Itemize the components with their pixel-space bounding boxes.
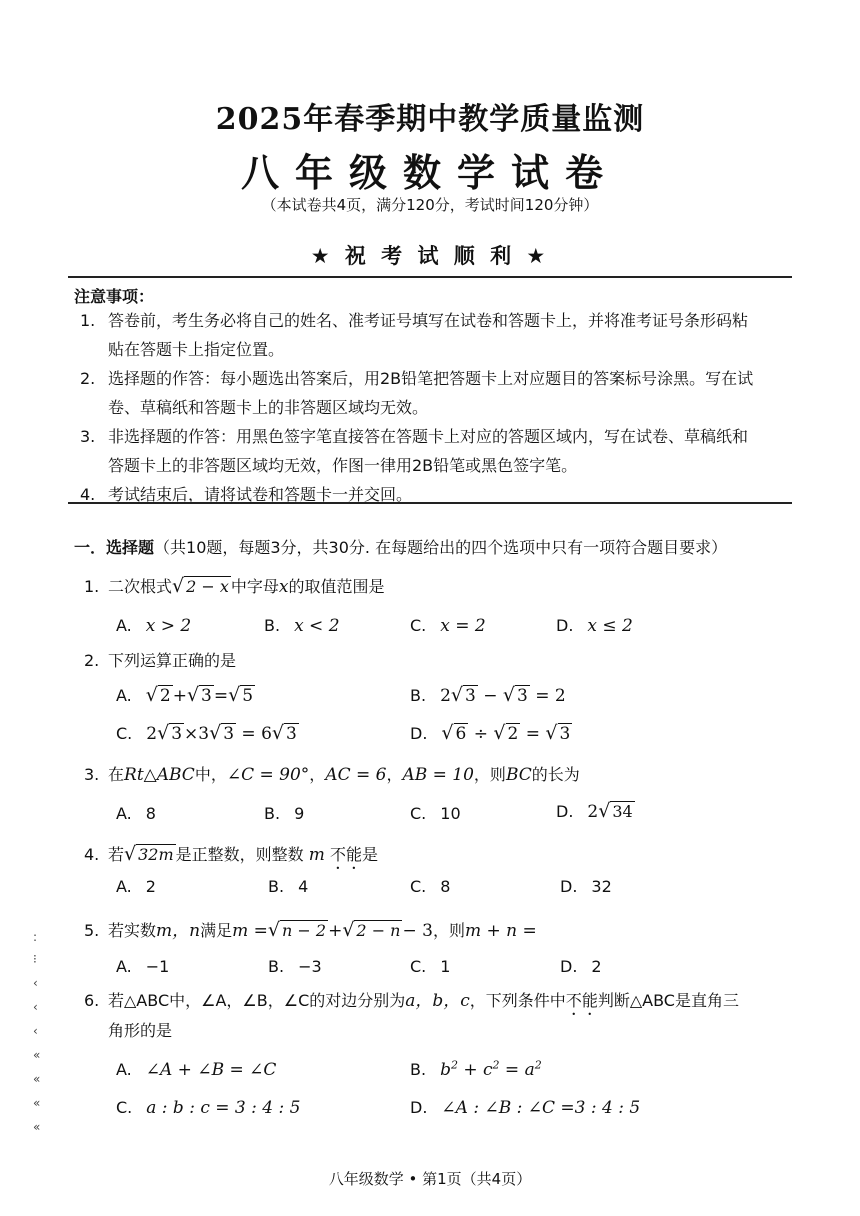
option-value: x = 2 [440,616,486,636]
option-b[interactable]: B. $b^2 + c^2 = a^2$ [410,1058,542,1080]
radicand: 32m [138,845,174,864]
fold-mark: ‹ [33,976,38,990]
option-label: B. [268,957,285,976]
operator: − 3 [402,921,433,941]
exam-info: （本试卷共4页，满分120分，考试时间120分钟） [261,196,599,214]
q1-text: 中字母 [230,577,279,596]
option-c[interactable] [410,616,486,636]
option-label: D. [560,957,578,976]
option-label: B. [268,877,285,896]
option-a[interactable] [116,804,156,823]
notice-text: 答卷前，考生务必将自己的姓名、准考证号填写在试卷和答题卡上，并将准考证号条形码粘 [108,311,749,330]
option-label: A. [116,804,132,823]
option-c[interactable]: C. 2√ 3 ×3√ 3 = 6√ 3 [116,722,297,744]
option-label: D. [556,616,574,635]
q3-text: 中， [194,765,227,784]
option-value: 9 [294,804,305,823]
option-label: D. [410,1098,428,1117]
option-label: C. [410,804,427,823]
option-value: −3 [298,957,322,976]
option-value: ∠A : ∠B : ∠C =3 : 4 : 5 [441,1098,641,1118]
segment-label: BC [505,765,532,785]
radicand: 2 − n [356,921,401,940]
question-number: 2. [84,651,100,670]
emphasis-text: 不能 [329,845,362,864]
question-number: 5. [84,921,100,940]
q5-text: 满足 [200,921,233,940]
fold-mark: ⁝ [33,952,37,966]
option-c[interactable] [410,957,450,976]
option-value: x < 2 [294,616,340,636]
condition: AC = 6 [325,765,387,785]
option-label: D. [556,802,574,821]
sqrt-expression: √ 2 − x [172,575,229,597]
notice-text-cont: 卷、草稿纸和答题卡上的非答题区域均无效。 [108,398,429,417]
option-value: 1 [440,957,451,976]
option-b[interactable] [264,616,340,636]
emphasis-text: 不能 [565,991,598,1010]
option-value: a : b : c = 3 : 4 : 5 [146,1098,301,1118]
blessing-banner: ★ 祝 考 试 顺 利 ★ [310,244,550,268]
option-label: B. [410,686,427,705]
option-d[interactable] [560,877,612,896]
notice-text: 选择题的作答：每小题选出答案后，用2B铅笔把答题卡上对应题目的答案标号涂黑。写在试 [108,369,754,388]
notice-text: 考试结束后，请将试卷和答题卡一并交回。 [108,485,413,504]
variables: m，n [156,921,201,941]
fold-mark: « [33,1120,41,1134]
radicand: 2 − x [186,577,229,596]
question-number: 3. [84,765,100,784]
option-d[interactable] [560,957,602,976]
question-5: 5. 若实数m，n满足m =√ n − 2 +√ 2 − n − 3，则m + n = [84,919,537,941]
option-b[interactable] [268,877,308,896]
sqrt-expression: √ 32m [124,843,174,865]
exam-subject-title: 八年级数学试卷 [240,150,619,195]
q6-text: 若△ABC中，∠A，∠B，∠C的对边分别为 [108,991,406,1010]
q6-text: 判断△ABC是直角三 [597,991,739,1010]
notice-text-cont: 答题卡上的非答题区域均无效，作图一律用2B铅笔或黑色签字笔。 [108,456,578,475]
option-value: 2 [591,957,602,976]
option-label: A. [116,616,132,635]
fold-mark: « [33,1048,41,1062]
q3-text: ，则 [473,765,506,784]
section-label: 一．选择题 [74,538,155,557]
fold-mark: « [33,1096,41,1110]
question-4 [84,842,378,873]
option-label: C. [116,724,133,743]
fold-mark: ‹ [33,1024,38,1038]
q5-text: ，则 [432,921,465,940]
equation-part: m + n = [464,921,537,941]
variable: x [278,577,289,597]
question-number: 4. [84,845,100,864]
operator: + [328,921,343,941]
option-a[interactable] [116,616,191,636]
q2-text: 下列运算正确的是 [108,651,237,670]
option-value: x > 2 [145,616,192,636]
notice-text: 非选择题的作答：用黑色签字笔直接答在答题卡上对应的答题区域内，写在试卷、草稿纸和 [108,427,749,446]
question-2 [84,648,236,671]
question-3 [84,762,580,785]
option-c[interactable] [116,1098,300,1118]
notice-num: 4. [80,485,96,504]
option-b[interactable]: B. 2√ 3 − √ 3 = 2 [410,684,566,706]
notice-item [80,364,810,422]
option-d[interactable]: D. 2√ 34 [556,800,633,822]
variables: a，b，c [405,991,470,1011]
triangle-label: Rt△ABC [124,765,195,785]
fold-mark: : [33,930,38,944]
condition: AB = 10 [402,765,474,785]
section-heading [74,535,727,558]
bottom-divider [68,502,792,504]
question-number: 1. [84,577,100,596]
option-b[interactable] [264,804,304,823]
option-value: 2 [587,802,599,822]
option-c[interactable] [410,877,450,896]
option-a[interactable] [116,1060,276,1080]
question-6 [84,986,739,1019]
option-value: x ≤ 2 [587,616,633,636]
option-value: 32 [591,877,612,896]
radicand: 34 [612,802,633,821]
option-label: D. [560,877,578,896]
top-divider [68,276,792,278]
notice-text-cont: 贴在答题卡上指定位置。 [108,340,285,359]
option-label: B. [264,616,281,635]
q1-text: 二次根式 [108,577,173,596]
q4-text: 是正整数，则整数 [175,845,304,864]
option-value: −1 [145,957,170,976]
option-d[interactable] [410,1098,640,1118]
page-footer: 八年级数学 • 第1页（共4页） [328,1170,532,1188]
q4-text: 是 [362,845,379,864]
option-value: ∠A + ∠B = ∠C [145,1060,277,1080]
option-label: A. [116,957,132,976]
option-c[interactable] [410,804,461,823]
option-d[interactable]: D. √ 6 ÷ √ 2 = √ 3 [410,722,571,744]
option-label: C. [410,877,427,896]
q1-text: 的取值范围是 [288,577,385,596]
variable: m [308,845,325,865]
notice-num: 3. [80,427,96,446]
option-label: C. [116,1098,133,1117]
option-a[interactable]: A. √ 2 +√ 3 =√ 5 [116,684,254,706]
option-value: 8 [440,877,451,896]
option-a[interactable] [116,877,156,896]
option-value: 4 [298,877,309,896]
question-1 [84,574,385,597]
option-label: B. [410,1059,427,1079]
option-b[interactable] [268,957,322,976]
option-value: 8 [145,804,156,823]
option-label: D. [410,724,428,743]
radicand: n − 2 [282,921,327,940]
exam-title: 2025年春季期中教学质量监测 [215,102,645,137]
notice-num: 1. [80,311,96,330]
equation-part: m = [232,921,268,941]
fold-mark: ‹ [33,1000,38,1014]
q3-text: 的长为 [531,765,580,784]
notice-num: 2. [80,369,96,388]
option-label: A. [116,1060,132,1079]
option-value: 2 [145,877,156,896]
option-label: B. [264,804,281,823]
option-label: A. [116,877,132,896]
option-label: A. [116,686,132,705]
q3-text: ， [309,765,326,784]
option-d[interactable] [556,616,633,636]
option-label: C. [410,957,427,976]
question-6-cont: 角形的是 [108,1021,173,1040]
q6-text: ，下列条件中 [469,991,566,1010]
question-number: 6. [84,991,100,1010]
notice-item [80,422,810,480]
q3-text: ， [386,765,403,784]
q3-text: 在 [108,765,125,784]
fold-mark: « [33,1072,41,1086]
option-a[interactable] [116,957,169,976]
condition: ∠C = 90° [226,765,310,785]
q4-text: 若 [108,845,125,864]
notice-item [80,480,810,509]
q5-text: 若实数 [108,921,157,940]
notice-item [80,306,810,364]
section-desc: （共10题，每题3分，共30分. 在每题给出的四个选项中只有一项符合题目要求） [154,538,728,557]
notice-title: 注意事项： [74,287,155,306]
option-label: C. [410,616,427,635]
option-value: 10 [440,804,461,823]
